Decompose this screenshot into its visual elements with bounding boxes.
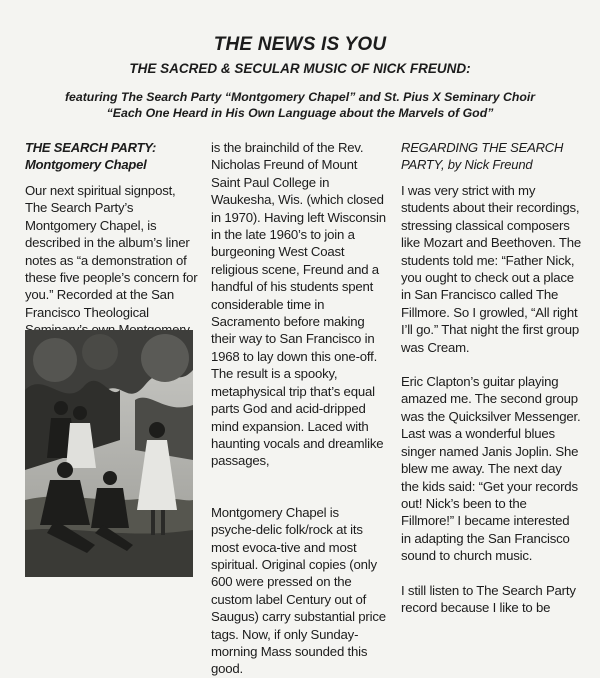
column-3 <box>401 139 581 616</box>
featuring-line-1: featuring The Search Party “Montgomery Chapel” and St. Pius X Seminary Choir <box>64 90 536 104</box>
section-heading-line-2: Montgomery Chapel <box>25 157 147 172</box>
section-heading-line-2: PARTY, by Nick Freund <box>401 157 533 172</box>
band-photo <box>25 330 193 577</box>
section-heading-line-1: REGARDING THE SEARCH <box>401 140 564 155</box>
featuring-block <box>0 89 600 121</box>
column-1-paragraph: Our next spiritual signpost, The Search Party’s Montgomery Chapel, is described in the album’s liner notes as “a demonstration of these five people’s concern for you.” Recorded at the San Francisco Theological <box>25 183 198 320</box>
section-heading-line-1: THE SEARCH PARTY: <box>25 140 157 155</box>
page-title: THE NEWS IS YOU <box>213 34 387 55</box>
section-heading-regarding <box>401 139 581 173</box>
column-3-paragraph-3: I still listen to The Search Party record because I like to be <box>401 582 576 615</box>
section-heading-search-party <box>25 139 200 173</box>
column-2-paragraph-2: Montgomery Chapel is psyche-delic folk/rock at its most evoca-tive and most spiritual. Original copies (only 600 were pressed on the custom label Century out of Saugus) carry substantial price tags. Now, if only Sunday-morning Mass sounded this good. <box>211 504 386 677</box>
column-1 <box>25 139 200 356</box>
paragraph-gap <box>401 565 581 582</box>
paragraph-gap <box>401 356 581 373</box>
column-3-paragraph-1: I was very strict with my students about their recordings, stressing classical composers like Mozart and Beethoven. The students told me: “Father Nick, you ought to check out a place in San Francisco called The Fillmore. So I growled, “All right I’ll go.” That night the first group was Cream. <box>401 183 581 355</box>
column-2 <box>211 139 386 678</box>
paragraph-gap <box>211 487 386 504</box>
page-subtitle: THE SACRED & SECULAR MUSIC OF NICK FREUND: <box>129 61 471 76</box>
column-2-paragraph-1: is the brainchild of the Rev. Nicholas Freund of Mount Saint Paul College in Waukesha, Wis. (which closed in 1970). Having left Wisconsin in the late 1960’s to join a burgeoning West Coast religious scene, Freund and a handful of his students spent considerable time in Sacramento before making their way to San Francisco in 1968 to lay down this one-off. The result is a spooky, metaphysical trip that’s equal parts God and acid-dripped mind expansion. Laced with haunting vocals and dreamlike passages, <box>211 140 386 469</box>
paragraph-gap <box>211 470 386 487</box>
featuring-line-2: “Each One Heard in His Own Language about the Marvels of God” <box>106 106 494 120</box>
column-3-paragraph-2: Eric Clapton’s guitar playing amazed me. The second group was the Quicksilver Messenger. Last was a wonderful blues singer named Janis Joplin. She blew me away. The next day the kids said: “Get your records out! Nick’s been to the Fillmore!” I became interested in adapting the San Francisco sound to church music. <box>401 374 581 564</box>
band-photo-icon <box>25 330 193 577</box>
